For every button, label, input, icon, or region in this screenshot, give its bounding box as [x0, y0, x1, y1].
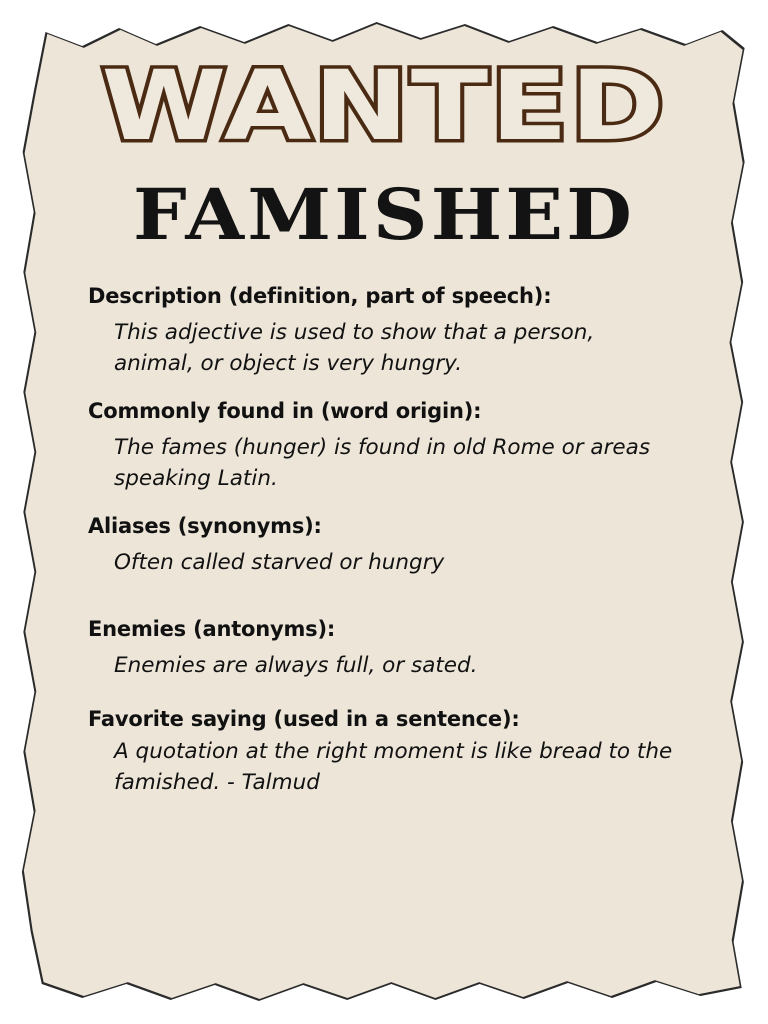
field-label-description: Description (definition, part of speech):: [88, 284, 552, 308]
field-label-word-origin: Commonly found in (word origin):: [88, 399, 482, 424]
field-word-origin: [88, 399, 680, 494]
field-value-synonyms: Often called starved or hungry: [114, 550, 445, 576]
field-antonyms: [88, 617, 680, 682]
field-value-favorite-saying: A quotation at the right moment is like bread to the famished. - Talmud: [114, 739, 673, 795]
field-value-description: This adjective is used to show that a person, animal, or object is very hungry.: [114, 320, 595, 376]
poster-fields: [88, 284, 680, 798]
field-favorite-saying: [88, 707, 680, 798]
field-label-favorite-saying: Favorite saying (used in a sentence):: [88, 707, 520, 732]
field-description: [88, 284, 680, 379]
field-value-antonyms: Enemies are always full, or sated.: [114, 652, 478, 678]
vocabulary-word: FAMISHED: [132, 173, 636, 256]
field-label-antonyms: Enemies (antonyms):: [88, 616, 336, 641]
page-title: WANTED: [101, 50, 667, 162]
field-value-word-origin: The fames (hunger) is found in old Rome or areas speaking Latin.: [114, 435, 651, 491]
field-label-synonyms: Aliases (synonyms):: [88, 514, 322, 539]
field-synonyms: [88, 514, 680, 579]
